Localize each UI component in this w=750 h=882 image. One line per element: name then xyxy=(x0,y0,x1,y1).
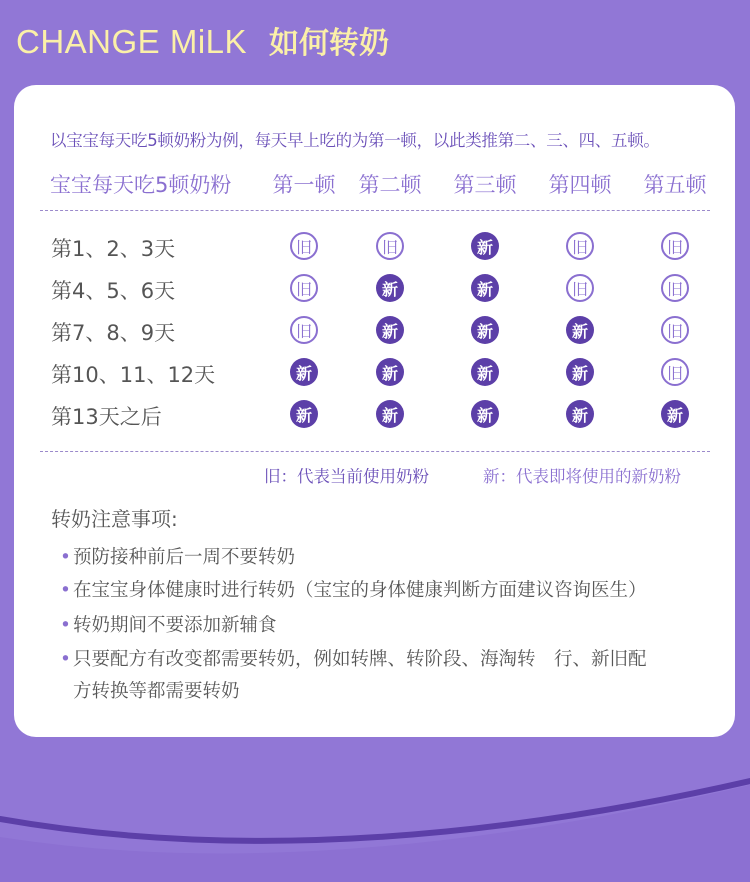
new-formula-badge: 新 xyxy=(566,400,594,428)
old-formula-badge: 旧 xyxy=(661,358,689,386)
new-formula-badge: 新 xyxy=(376,274,404,302)
new-formula-badge: 新 xyxy=(566,316,594,344)
new-formula-badge: 新 xyxy=(471,316,499,344)
row-label: 第7、8、9天 xyxy=(51,321,176,345)
content-card xyxy=(14,85,735,737)
legend-new: 新：代表即将使用的新奶粉 xyxy=(483,467,681,486)
row-label: 第13天之后 xyxy=(51,405,162,429)
column-header-5: 第五顿 xyxy=(643,173,707,197)
bullet: • xyxy=(60,615,71,636)
header xyxy=(16,18,389,62)
note-item xyxy=(60,543,295,569)
column-header-feeding: 宝宝每天吃5顿奶粉 xyxy=(50,173,232,197)
new-formula-badge: 新 xyxy=(661,400,689,428)
note-item xyxy=(60,611,277,637)
note-text: 只要配方有改变都需要转奶，例如转牌、转阶段、海淘转 行、新旧配 xyxy=(73,649,647,670)
new-formula-badge: 新 xyxy=(471,274,499,302)
old-formula-badge: 旧 xyxy=(661,316,689,344)
new-formula-badge: 新 xyxy=(471,400,499,428)
note-item xyxy=(60,576,647,602)
row-label: 第1、2、3天 xyxy=(51,237,176,261)
new-formula-badge: 新 xyxy=(376,400,404,428)
old-formula-badge: 旧 xyxy=(661,232,689,260)
new-formula-badge: 新 xyxy=(376,316,404,344)
old-formula-badge: 旧 xyxy=(290,316,318,344)
note-item xyxy=(60,645,647,703)
bottom-wave-decoration xyxy=(0,737,750,882)
note-text: 预防接种前后一周不要转奶 xyxy=(73,547,296,568)
intro-text: 以宝宝每天吃5顿奶粉为例，每天早上吃的为第一顿，以此类推第二、三、四、五顿。 xyxy=(50,131,660,150)
bullet: • xyxy=(60,547,71,568)
old-formula-badge: 旧 xyxy=(661,274,689,302)
row-label: 第10、11、12天 xyxy=(51,363,216,387)
old-formula-badge: 旧 xyxy=(290,274,318,302)
old-formula-badge: 旧 xyxy=(566,274,594,302)
column-header-4: 第四顿 xyxy=(548,173,612,197)
new-formula-badge: 新 xyxy=(471,232,499,260)
old-formula-badge: 旧 xyxy=(290,232,318,260)
column-header-2: 第二顿 xyxy=(358,173,422,197)
new-formula-badge: 新 xyxy=(376,358,404,386)
notes-title: 转奶注意事项: xyxy=(51,507,178,531)
legend-old: 旧：代表当前使用奶粉 xyxy=(264,467,429,486)
note-text: 在宝宝身体健康时进行转奶（宝宝的身体健康判断方面建议咨询医生） xyxy=(73,580,647,601)
new-formula-badge: 新 xyxy=(290,400,318,428)
note-text: 转奶期间不要添加新辅食 xyxy=(73,615,277,636)
new-formula-badge: 新 xyxy=(471,358,499,386)
column-header-3: 第三顿 xyxy=(453,173,517,197)
new-formula-badge: 新 xyxy=(290,358,318,386)
brand-logo: CHANGE MiLK xyxy=(16,23,248,60)
note-text-continuation: 方转换等都需要转奶 xyxy=(73,681,240,702)
divider-bottom xyxy=(40,451,710,452)
column-header-1: 第一顿 xyxy=(272,173,336,197)
page-title: 如何转奶 xyxy=(269,26,390,61)
bullet: • xyxy=(60,580,71,601)
new-formula-badge: 新 xyxy=(566,358,594,386)
divider-top xyxy=(40,210,710,211)
row-label: 第4、5、6天 xyxy=(51,279,176,303)
old-formula-badge: 旧 xyxy=(376,232,404,260)
bullet: • xyxy=(60,649,71,670)
old-formula-badge: 旧 xyxy=(566,232,594,260)
